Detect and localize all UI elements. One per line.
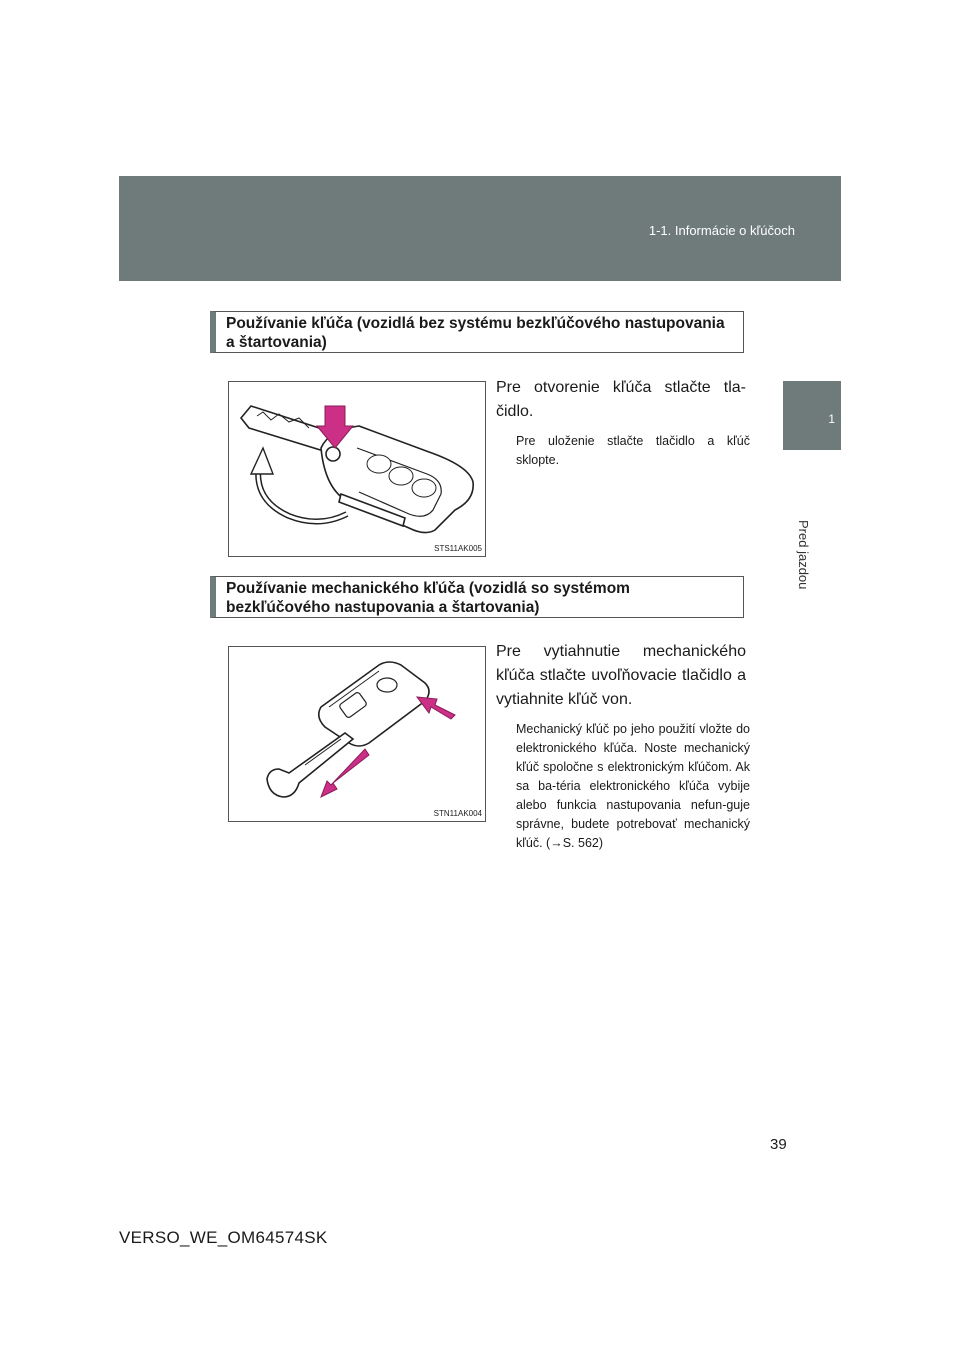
document-code: VERSO_WE_OM64574SK [119,1228,328,1247]
header-band [119,176,841,281]
figure-code: STN11AK004 [433,809,482,818]
section-title: 1-1. Informácie o kľúčoch [648,223,795,238]
chapter-number: 1 [828,412,835,426]
push-arrow [417,697,455,719]
folding-key-illustration [229,382,485,556]
chapter-tab [783,381,841,450]
instruction-open-key: Pre otvorenie kľúča stlačte tla-čidlo. [496,379,746,420]
mechanical-key [267,733,353,797]
figure-mechanical-key [228,646,486,822]
note-mechanical-key: Mechanický kľúč po jeho použití vložte do elektronického kľúča. Noste mechanický kľúč spoločne s elektronickým kľúčom. Ak sa ba-téria elektronického kľúča vybije alebo funkcia nastupovania nefun-guje správne, budete potrebovať mechanický kľúč. (→S. 562) [516,722,750,850]
section-heading-key: Používanie kľúča (vozidlá bez systému bezkľúčového nastupovania a štartovania) [210,311,744,353]
figure-folding-key [228,381,486,557]
smart-key-body [319,662,429,746]
arc-arrowhead [251,448,273,474]
page-number: 39 [770,1136,787,1153]
instruction-pull-key: Pre vytiahnutie mechanického kľúča stlačte uvoľňovacie tlačidlo a vytiahnite kľúč von. [496,643,746,708]
note-fold-key: Pre uloženie stlačte tlačidlo a kľúč sklopte. [516,434,750,467]
figure-code: STS11AK005 [434,544,482,553]
section-heading-mechanical-key: Používanie mechanického kľúča (vozidlá so systémom bezkľúčového nastupovania a štartovania) [210,576,744,618]
chapter-label: Pred jazdou [796,520,811,590]
smart-key-illustration [229,647,485,821]
